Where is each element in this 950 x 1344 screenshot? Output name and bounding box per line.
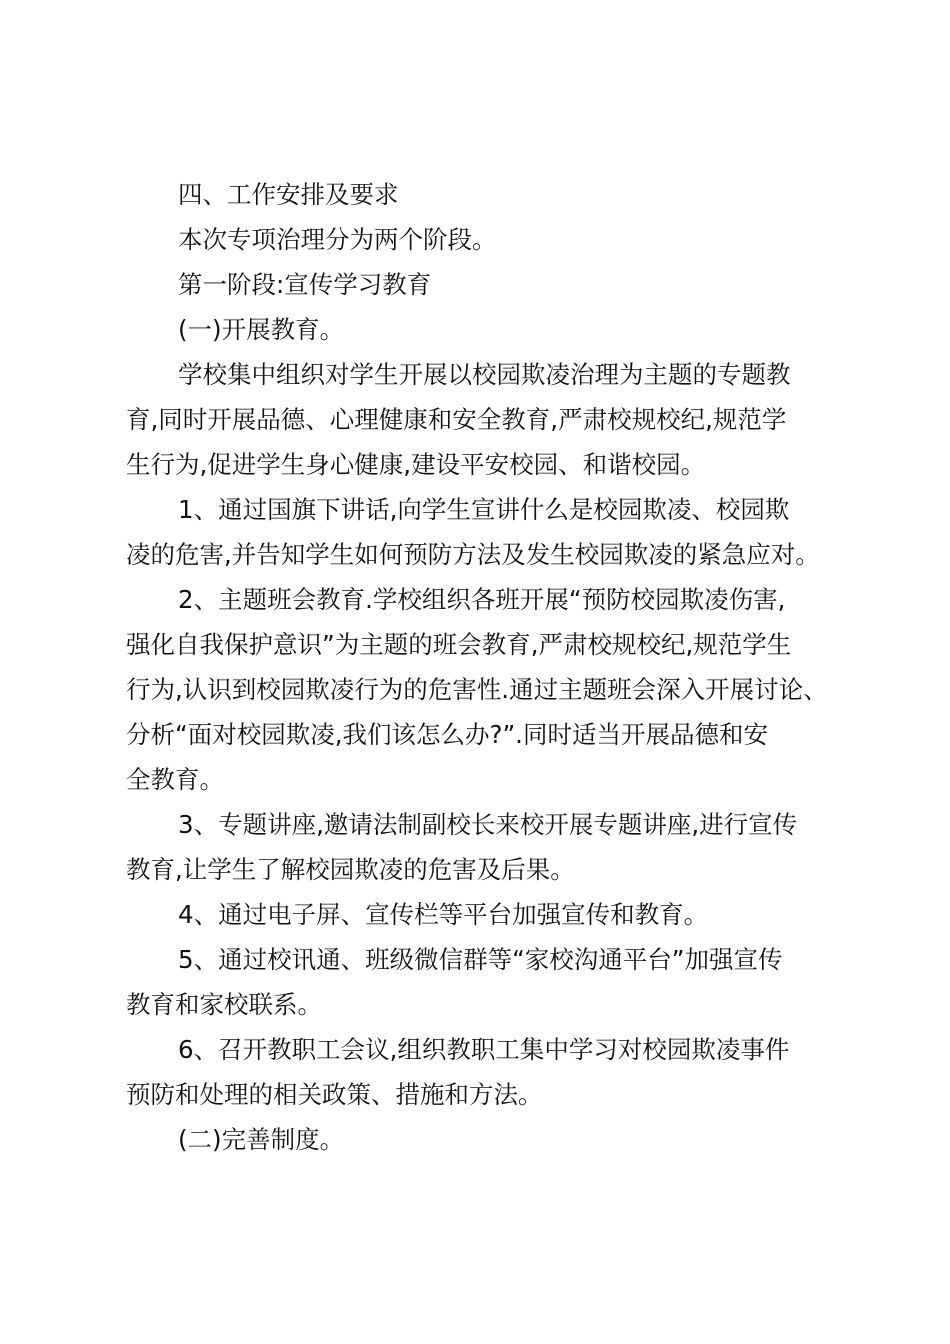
paragraph-line: 本次专项治理分为两个阶段。 [178, 225, 497, 254]
list-item-line: 6、召开教职工会议,组织教职工集中学习对校园欺凌事件 [178, 1035, 790, 1064]
paragraph-line: 育,同时开展品德、心理健康和安全教育,严肃校规校纪,规范学 [126, 405, 787, 434]
list-item-line: 预防和处理的相关政策、措施和方法。 [126, 1080, 543, 1109]
list-item-line: 2、主题班会教育.学校组织各班开展“预防校园欺凌伤害, [178, 585, 786, 614]
list-item-line: 教育和家校联系。 [126, 990, 322, 1019]
list-item-line: 分析“面对校园欺凌,我们该怎么办?”.同时适当开展品德和安 [126, 720, 768, 749]
list-item-line: 5、通过校讯通、班级微信群等“家校沟通平台”加强宣传 [178, 945, 783, 974]
section-heading: 四、工作安排及要求 [178, 180, 399, 209]
list-item-line: 1、通过国旗下讲话,向学生宣讲什么是校园欺凌、校园欺 [178, 495, 790, 524]
paragraph-line: 学校集中组织对学生开展以校园欺凌治理为主题的专题教 [178, 360, 791, 389]
paragraph-line: 生行为,促进学生身心健康,建设平安校园、和谐校园。 [126, 450, 706, 479]
subsection-heading: (一)开展教育。 [178, 315, 345, 344]
list-item-line: 3、专题讲座,邀请法制副校长来校开展专题讲座,进行宣传 [178, 810, 798, 839]
stage-heading: 第一阶段:宣传学习教育 [178, 270, 432, 299]
list-item-line: 全教育。 [126, 765, 224, 794]
list-item-line: 凌的危害,并告知学生如何预防方法及发生校园欺凌的紧急应对。 [126, 540, 820, 569]
list-item-line: 教育,让学生了解校园欺凌的危害及后果。 [126, 855, 575, 884]
document-body [126, 172, 842, 1162]
list-item-line: 行为,认识到校园欺凌行为的危害性.通过主题班会深入开展讨论、 [126, 675, 828, 704]
list-item-line: 强化自我保护意识”为主题的班会教育,严肃校规校纪,规范学生 [126, 630, 792, 659]
subsection-heading: (二)完善制度。 [178, 1125, 345, 1154]
list-item-line: 4、通过电子屏、宣传栏等平台加强宣传和教育。 [178, 900, 709, 929]
